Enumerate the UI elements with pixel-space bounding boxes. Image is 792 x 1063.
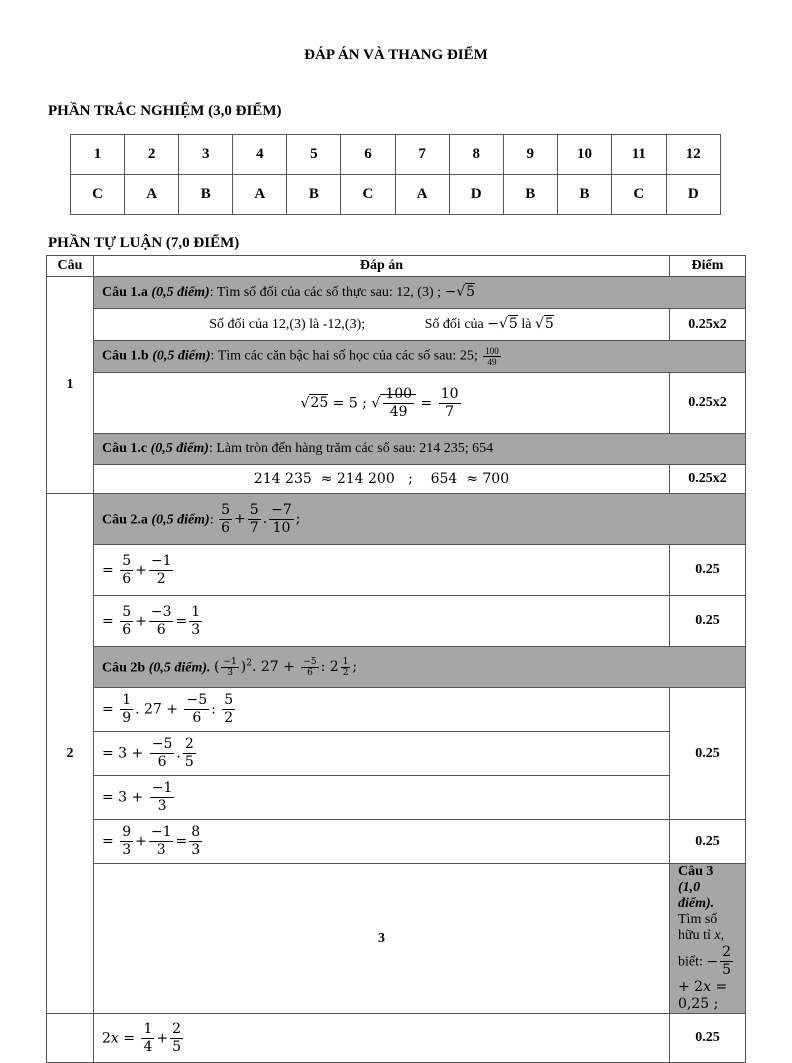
- question-number-cell: 8: [449, 135, 503, 175]
- q1b-prompt-row: [47, 341, 746, 373]
- q2b-prompt: Câu 2b (0,5 điểm). ( $\frac{-1}{3}$ )$^2$. 27 + $\frac{-5}{6}$ : 2 $\frac{1}{2}$ ;: [94, 647, 746, 688]
- q2b-step3: = 3 + $\frac{-1}{3}$: [94, 776, 670, 820]
- q2a-score1: 0.25: [670, 545, 746, 596]
- q1a-answer-row: [47, 309, 746, 341]
- q1c-answer: 214 235 ≈ 214 200 ; 654 ≈ 700: [94, 465, 670, 494]
- answer-cell: C: [341, 175, 395, 215]
- answer-cell: A: [233, 175, 287, 215]
- q2b-step1-row: [47, 688, 746, 732]
- answer-cell: B: [287, 175, 341, 215]
- answer-row: [71, 175, 721, 215]
- answer-cell: B: [557, 175, 611, 215]
- q1c-prompt: Câu 1.c (0,5 điểm): Làm tròn đến hàng trăm các số sau: 214 235; 654: [94, 434, 746, 465]
- q1-number: 1: [47, 277, 94, 494]
- q1b-prompt: Câu 1.b (0,5 điểm): Tìm các căn bậc hai số học của các số sau: 25; $\frac{100}{49}$: [94, 341, 746, 373]
- question-number-cell: 4: [233, 135, 287, 175]
- q3-answer-row: [47, 1014, 746, 1063]
- q2b-prompt-row: [47, 647, 746, 688]
- q1c-score: 0.25x2: [670, 465, 746, 494]
- q2b-step2-row: [47, 732, 746, 776]
- answer-cell: A: [395, 175, 449, 215]
- header-diem: Điểm: [670, 256, 746, 277]
- q2a-step2: = $\frac{5}{6}$ + $\frac{-3}{6}$ = $\frac{1}{3}$: [94, 596, 670, 647]
- q1a-prompt: Câu 1.a (0,5 điểm): Tìm số đối của các số thực sau: 12, (3) ; −√5: [94, 277, 746, 309]
- question-number-cell: 1: [71, 135, 125, 175]
- q2b-step4: = $\frac{9}{3}$ + $\frac{-1}{3}$ = $\frac{8}{3}$: [94, 820, 670, 864]
- q2a-step1-row: [47, 545, 746, 596]
- q2b-step1: = $\frac{1}{9}$ . 27 + $\frac{-5}{6}$ : $\frac{5}{2}$: [94, 688, 670, 732]
- q2b-step3-row: [47, 776, 746, 820]
- question-number-cell: 5: [287, 135, 341, 175]
- answer-cell: B: [503, 175, 557, 215]
- answer-cell: D: [449, 175, 503, 215]
- header-dap-an: Đáp án: [94, 256, 670, 277]
- answer-cell: D: [666, 175, 720, 215]
- q2a-prompt: Câu 2.a (0,5 điểm): $\frac{5}{6}$ + $\frac{5}{7}$ . $\frac{-7}{10}$ ;: [94, 494, 746, 545]
- q1b-answer-row: [47, 373, 746, 434]
- q2a-score2: 0.25: [670, 596, 746, 647]
- question-number-cell: 10: [557, 135, 611, 175]
- q3-score: 0.25: [670, 1014, 746, 1063]
- header-cau: Câu: [47, 256, 94, 277]
- q1c-prompt-row: [47, 434, 746, 465]
- answer-cell: C: [612, 175, 666, 215]
- question-number-cell: 3: [179, 135, 233, 175]
- q2a-prompt-row: [47, 494, 746, 545]
- page-title: ĐÁP ÁN VÀ THANG ĐIỂM: [304, 47, 488, 63]
- q2b-step2: = 3 + $\frac{-5}{6}$ . $\frac{2}{5}$: [94, 732, 670, 776]
- q1a-answer: Số đối của 12,(3) là -12,(3); Số đối của −√5 là √5: [94, 309, 670, 341]
- part1-heading: PHẦN TRẮC NGHIỆM (3,0 ĐIỂM): [48, 103, 282, 119]
- question-number-cell: 7: [395, 135, 449, 175]
- part2-heading: PHẦN TỰ LUẬN (7,0 ĐIỂM): [48, 235, 240, 251]
- q2a-step2-row: [47, 596, 746, 647]
- q2a-step1: = $\frac{5}{6}$ + $\frac{-1}{2}$: [94, 545, 670, 596]
- q1b-score: 0.25x2: [670, 373, 746, 434]
- answer-cell: A: [125, 175, 179, 215]
- essay-answer-table: [46, 255, 746, 1063]
- q3-number: 3: [94, 864, 670, 1014]
- question-number-cell: 9: [503, 135, 557, 175]
- q2b-step4-row: [47, 820, 746, 864]
- question-number-cell: 2: [125, 135, 179, 175]
- q1c-answer-row: [47, 465, 746, 494]
- answer-cell: C: [71, 175, 125, 215]
- q2b-score1: 0.25: [670, 688, 746, 820]
- q3-prompt-row: [47, 864, 746, 1014]
- answer-key-table: [70, 134, 721, 215]
- q2-number: 2: [47, 494, 94, 1014]
- q1a-prompt-row: [47, 277, 746, 309]
- question-number-cell: 11: [612, 135, 666, 175]
- question-number-cell: 12: [666, 135, 720, 175]
- q1b-answer: √25 = 5 ; √ $\frac{100}{49}$ = $\frac{10}{7}$: [94, 373, 670, 434]
- q1a-score: 0.25x2: [670, 309, 746, 341]
- answer-cell: B: [179, 175, 233, 215]
- q3-prompt: Câu 3 (1,0 điểm). Tìm số hữu tỉ x, biết: − $\frac{2}{5}$ + 2x = 0,25 ;: [670, 864, 746, 1014]
- q2b-score2: 0.25: [670, 820, 746, 864]
- q3-step1: 2x = $\frac{1}{4}$ + $\frac{2}{5}$: [94, 1014, 670, 1063]
- header-row: [47, 256, 746, 277]
- question-number-row: [71, 135, 721, 175]
- question-number-cell: 6: [341, 135, 395, 175]
